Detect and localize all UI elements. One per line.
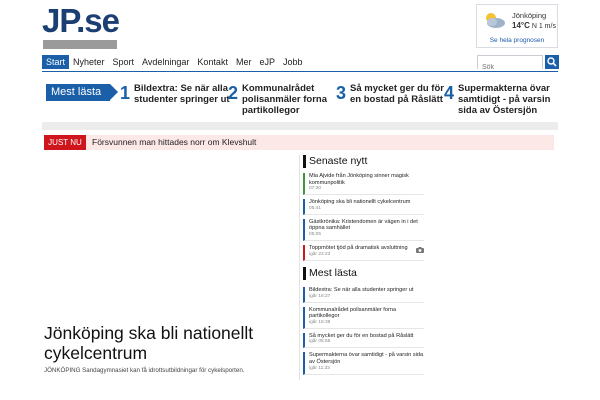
heading-marker: [303, 155, 306, 168]
most-read-strip: [42, 80, 558, 118]
list-item[interactable]: [303, 245, 424, 261]
list-item-time: 07:30: [309, 186, 322, 192]
most-read-item[interactable]: [120, 82, 232, 116]
most-read-heading: [303, 267, 433, 281]
cloud-sun-icon: [482, 10, 506, 30]
site-logo[interactable]: [42, 2, 119, 48]
list-item[interactable]: [303, 219, 424, 241]
list-item[interactable]: [303, 307, 424, 329]
list-item-title: Så mycket ger du för en bostad på Råslätt: [309, 332, 414, 339]
most-read-item[interactable]: [228, 82, 340, 116]
latest-news-title: Senaste nytt: [309, 155, 368, 167]
most-read-number: 2: [228, 83, 239, 103]
latest-news-heading: [303, 155, 433, 169]
search-box: [477, 55, 543, 69]
most-read-item[interactable]: [336, 82, 448, 116]
most-read-title: Supermakterna övar samtidigt - på varsin sida av Östersjön: [458, 83, 551, 116]
list-item-time: igår 22:23: [309, 251, 331, 257]
nav-item-mer[interactable]: Mer: [235, 57, 252, 67]
breaking-news-bar[interactable]: [44, 135, 554, 150]
most-read-section-title: Mest lästa: [309, 267, 357, 279]
list-item-time: igår 11:33: [309, 365, 330, 371]
list-item-time: igår 05:55: [309, 339, 331, 345]
list-item-title: Mia Ajvide från Jönköping sinner magisk kommunpolitik: [309, 173, 409, 186]
list-item[interactable]: [303, 352, 424, 374]
latest-news-list: [303, 173, 424, 265]
weather-widget[interactable]: [476, 4, 558, 48]
breaking-news-text[interactable]: Försvunnen man hittades norr om Klevshult: [92, 137, 257, 147]
ad-band: [42, 122, 558, 130]
nav-divider: [42, 71, 558, 72]
weather-temperature: 14°C: [512, 21, 530, 30]
camera-icon: [416, 247, 424, 253]
list-item-title: Bildextra: Se när alla studenter springer ut: [309, 287, 414, 293]
list-item-title: Supermakterna övar samtidigt - på varsin sida av Östersjön: [309, 352, 424, 365]
nav-item-avdelningar[interactable]: Avdelningar: [142, 57, 190, 67]
search-button[interactable]: [545, 55, 559, 69]
main-article-title[interactable]: Jönköping ska bli nationellt cykelcentrum: [44, 323, 254, 363]
list-item-title: Gästkrönika: Kristendomen är vägen in i det öppna samhället: [309, 218, 418, 232]
most-read-item[interactable]: [444, 82, 556, 116]
column-divider: [299, 155, 300, 380]
breaking-news-label: JUST NU: [44, 135, 86, 150]
most-read-list: [303, 287, 424, 379]
most-read-title: Bildextra: Se när alla studenter springer ut: [134, 83, 230, 105]
most-read-number: 3: [336, 83, 347, 103]
list-item[interactable]: [303, 287, 424, 303]
weather-temp: [512, 21, 556, 30]
list-item-time: igår 16:27: [309, 293, 331, 299]
weather-wind: N 1 m/s: [531, 23, 556, 30]
list-item-time: 05:41: [309, 205, 322, 211]
list-item-title: Toppmötet tjöd på dramatisk avsluttning: [309, 244, 408, 251]
nav-item-jobb[interactable]: Jobb: [282, 57, 303, 67]
main-nav: [42, 55, 307, 69]
list-item-time: igår 15:38: [309, 319, 331, 325]
most-read-title: Kommunalrådet polisanmäler forna partikollegor: [242, 83, 327, 116]
weather-forecast-link[interactable]: Se hela prognosen: [489, 37, 545, 44]
search-icon: [545, 55, 559, 69]
main-article-lead: JÖNKÖPING Sandagymnasiet kan få idrottsutbildningar för cykelsporten.: [44, 367, 245, 374]
list-item[interactable]: [303, 333, 424, 349]
logo-text: JP.se: [42, 2, 119, 39]
list-item[interactable]: [303, 173, 424, 195]
most-read-number: 4: [444, 83, 455, 103]
nav-item-kontakt[interactable]: Kontakt: [197, 57, 228, 67]
list-item[interactable]: [303, 199, 424, 215]
nav-item-ejp[interactable]: eJP: [259, 57, 275, 67]
logo-underline: [43, 40, 117, 49]
nav-item-sport[interactable]: Sport: [112, 57, 135, 67]
list-item-title: Jönköping ska bli nationellt cykelcentrum: [309, 199, 411, 206]
heading-marker: [303, 267, 306, 280]
list-item-title: Kommunalrådet polisanmäler forna partikollegor: [309, 306, 397, 320]
nav-item-nyheter[interactable]: Nyheter: [73, 57, 105, 67]
nav-item-start[interactable]: Start: [42, 55, 69, 69]
weather-city: Jönköping: [512, 11, 547, 20]
most-read-number: 1: [120, 83, 131, 103]
most-read-title: Så mycket ger du för en bostad på Råslätt: [350, 83, 444, 105]
most-read-label: Mest lästa: [46, 84, 110, 101]
list-item-time: 05:05: [309, 231, 322, 237]
